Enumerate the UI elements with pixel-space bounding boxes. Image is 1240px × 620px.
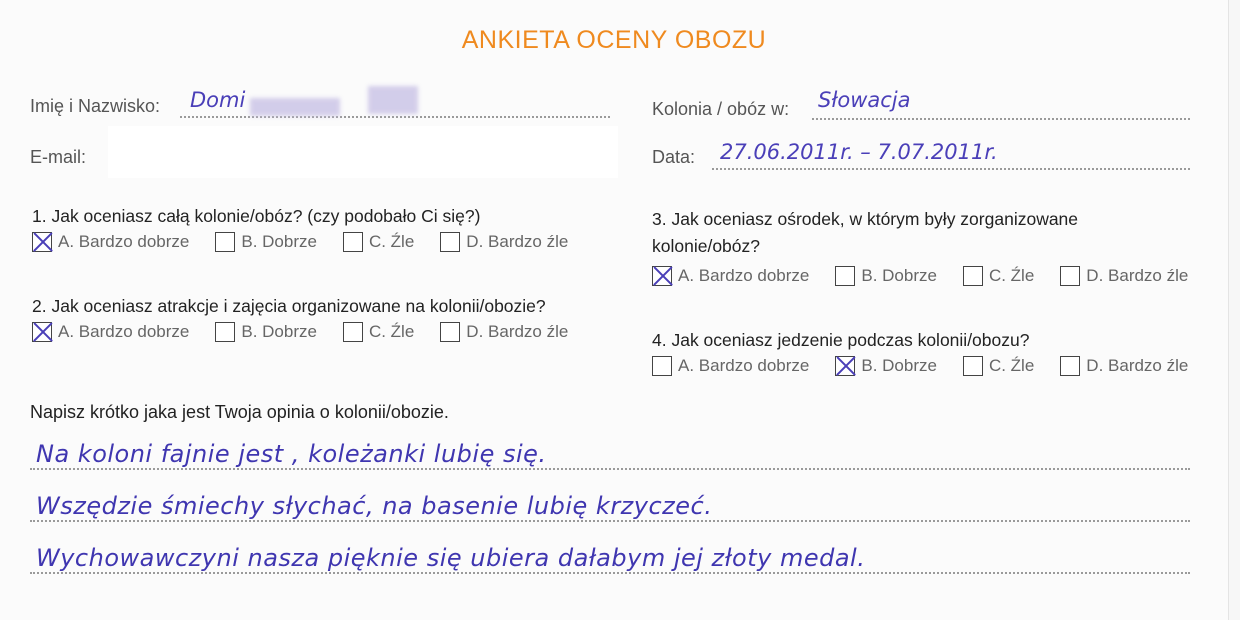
form-title: ANKIETA OCENY OBOZU bbox=[461, 26, 767, 54]
question-2-options bbox=[32, 322, 568, 342]
q2-checkbox-a[interactable] bbox=[32, 322, 52, 342]
opinion-dotted-line-3 bbox=[30, 572, 1190, 574]
name-dotted-line bbox=[180, 116, 610, 118]
question-4-options bbox=[652, 356, 1188, 376]
camp-label: Kolonia / obóz w: bbox=[652, 99, 790, 119]
q2-checkbox-d[interactable] bbox=[440, 322, 460, 342]
camp-value[interactable]: Słowacja bbox=[818, 88, 911, 112]
q3-option-b[interactable]: B. Dobrze bbox=[835, 266, 937, 286]
q4-option-a[interactable]: A. Bardzo dobrze bbox=[652, 356, 809, 376]
q3-checkbox-b[interactable] bbox=[835, 266, 855, 286]
q4-checkbox-d[interactable] bbox=[1060, 356, 1080, 376]
q3-checkbox-a[interactable] bbox=[652, 266, 672, 286]
q3-option-c[interactable]: C. Źle bbox=[963, 266, 1034, 286]
email-label: E-mail: bbox=[30, 147, 87, 167]
question-3-line-2: kolonie/obóz? bbox=[652, 236, 760, 256]
opinion-dotted-line-2 bbox=[30, 520, 1190, 522]
q3-checkbox-d[interactable] bbox=[1060, 266, 1080, 286]
surname-redaction bbox=[368, 86, 418, 114]
q1-checkbox-b[interactable] bbox=[215, 232, 235, 252]
q3-checkbox-c[interactable] bbox=[963, 266, 983, 286]
q1-option-a[interactable]: A. Bardzo dobrze bbox=[32, 232, 189, 252]
opinion-line-1[interactable]: Na koloni fajnie jest , koleżanki lubię się. bbox=[36, 440, 547, 468]
question-1-options bbox=[32, 232, 568, 252]
q4-checkbox-c[interactable] bbox=[963, 356, 983, 376]
q1-checkbox-a[interactable] bbox=[32, 232, 52, 252]
q4-checkbox-b[interactable] bbox=[835, 356, 855, 376]
q3-option-a[interactable]: A. Bardzo dobrze bbox=[652, 266, 809, 286]
q2-checkbox-c[interactable] bbox=[343, 322, 363, 342]
question-3-line-1: 3. Jak oceniasz ośrodek, w którym były zorganizowane bbox=[652, 209, 1079, 229]
name-value[interactable]: Domi bbox=[190, 88, 246, 112]
q3-option-d[interactable]: D. Bardzo źle bbox=[1060, 266, 1188, 286]
opinion-prompt: Napisz krótko jaka jest Twoja opinia o kolonii/obozie. bbox=[30, 402, 449, 422]
question-4: 4. Jak oceniasz jedzenie podczas kolonii/obozu? bbox=[652, 330, 1030, 350]
q4-option-d[interactable]: D. Bardzo źle bbox=[1060, 356, 1188, 376]
name-label: Imię i Nazwisko: bbox=[30, 96, 161, 116]
q1-option-c[interactable]: C. Źle bbox=[343, 232, 414, 252]
question-1: 1. Jak oceniasz całą kolonie/obóz? (czy podobało Ci się?) bbox=[32, 206, 481, 226]
q2-option-a[interactable]: A. Bardzo dobrze bbox=[32, 322, 189, 342]
q1-option-b[interactable]: B. Dobrze bbox=[215, 232, 317, 252]
email-redaction bbox=[108, 126, 618, 178]
opinion-dotted-line-1 bbox=[30, 468, 1190, 470]
q4-option-c[interactable]: C. Źle bbox=[963, 356, 1034, 376]
q1-checkbox-c[interactable] bbox=[343, 232, 363, 252]
q2-checkbox-b[interactable] bbox=[215, 322, 235, 342]
camp-dotted-line bbox=[812, 118, 1190, 120]
opinion-line-3[interactable]: Wychowawczyni nasza pięknie się ubiera dałabym jej złoty medal. bbox=[36, 544, 866, 572]
question-3-options bbox=[652, 266, 1188, 286]
q1-checkbox-d[interactable] bbox=[440, 232, 460, 252]
q4-option-b[interactable]: B. Dobrze bbox=[835, 356, 937, 376]
q4-checkbox-a[interactable] bbox=[652, 356, 672, 376]
q2-option-d[interactable]: D. Bardzo źle bbox=[440, 322, 568, 342]
q2-option-b[interactable]: B. Dobrze bbox=[215, 322, 317, 342]
q2-option-c[interactable]: C. Źle bbox=[343, 322, 414, 342]
date-dotted-line bbox=[712, 168, 1190, 170]
opinion-line-2[interactable]: Wszędzie śmiechy słychać, na basenie lubię krzyczeć. bbox=[36, 492, 713, 520]
question-2: 2. Jak oceniasz atrakcje i zajęcia organizowane na kolonii/obozie? bbox=[32, 296, 546, 316]
q1-option-d[interactable]: D. Bardzo źle bbox=[440, 232, 568, 252]
name-redaction bbox=[250, 98, 340, 116]
date-label: Data: bbox=[652, 147, 696, 167]
date-value[interactable]: 27.06.2011r. – 7.07.2011r. bbox=[720, 140, 998, 164]
